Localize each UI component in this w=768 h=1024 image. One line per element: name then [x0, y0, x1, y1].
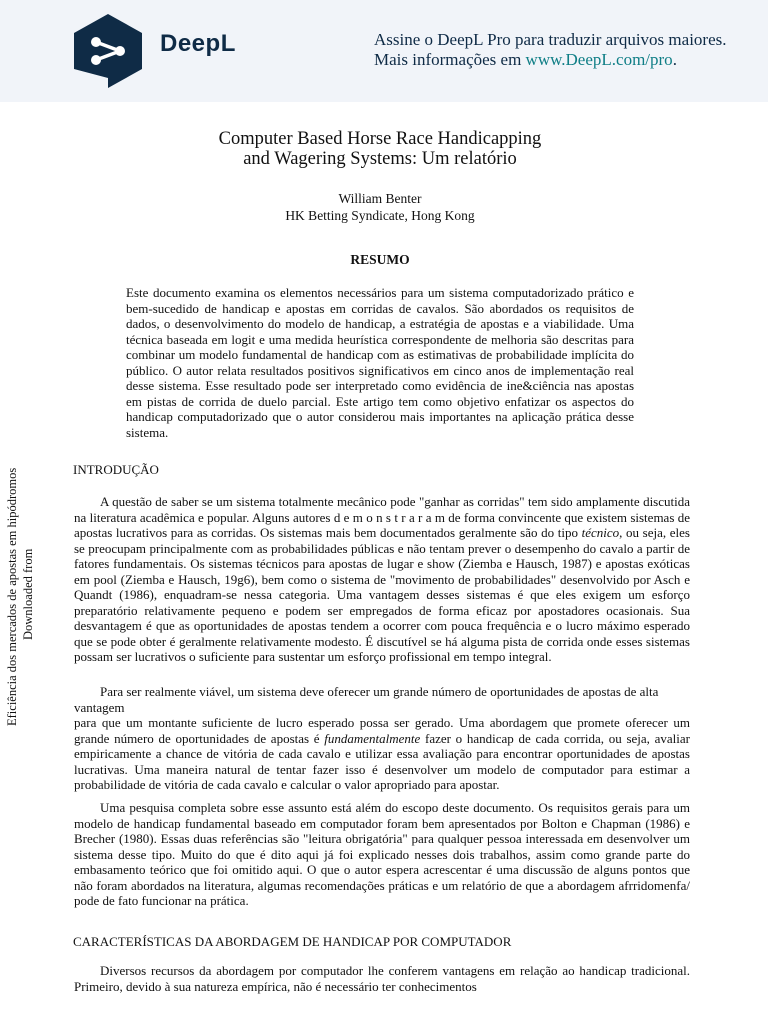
intro-paragraph-3: Uma pesquisa completa sobre esse assunto está além do escopo deste documento. Os requisitos gerais para um modelo de handicap fundamental baseado em computador foram bem apresentados por Bolton e Chapman (1986) e Brecher (1980). Essas duas referências são "leitura obrigatória" para qualquer pessoa interessada em desenvolver um sistema desse tipo. Muito do que é dito aqui já foi explicado nesses dois trabalhos, assim como grande parte do embasamento teórico que foi omitido aqui. O que o autor espera acrescentar é uma discussão de alguns pontos que não foram abordados na literatura, algumas recomendações práticas e um relatório de que a abordagem afrridomenfa/ pode de fato funcionar na prática.	[74, 800, 690, 908]
abstract-text: Este documento examina os elementos necessários para um sistema computadorizado prático e bem-sucedido de handicap e apostas em corridas de cavalos. São abordados os requisitos de dados, o desenvolvimento do modelo de handicap, a estratégia de apostas e a viabilidade. Uma técnica baseada em logit e uma medida heurística correspondente de melhoria são descritas para combinar um modelo fundamental de handicap com as estimativas de probabilidade implícita do público. O autor relata resultados positivos significativos em cinco anos de implementação real desse sistema. Esse resultado pode ser interpretado como evidência de ine&ciência nas apostas em pistas de corrida de duelo parcial. Este artigo tem como objetivo enfatizar os aspectos do handicap computadorizado que o autor considerou mais importantes na aplicação prática desse sistema.	[126, 285, 634, 440]
deepl-banner	[0, 0, 768, 102]
promo-text	[374, 30, 768, 70]
section-2-paragraph-1: Diversos recursos da abordagem por computador lhe conferem vantagens em relação ao handicap tradicional. Primeiro, devido à sua natureza empírica, não é necessário ter conhecimentos	[74, 963, 690, 994]
deepl-pro-link[interactable]: www.DeepL.com/pro	[525, 50, 673, 69]
intro-paragraph-2: para que um montante suficiente de lucro esperado possa ser gerado. Uma abordagem que promete oferecer um grande número de oportunidades de apostas é fundamentalmente fazer o handicap de cada corrida, ou seja, avaliar empiricamente a chance de vitória de cada cavalo e utilizar essa avaliação para encontrar oportunidades de apostas lucrativas. Uma maneira natural de tentar fazer isso é desenvolver um modelo de computador para estimar a probabilidade de vitória de cada cavalo e calcular o valor apropriado para apostar.	[74, 715, 690, 792]
abstract-heading: RESUMO	[350, 252, 410, 267]
author-block	[0, 190, 760, 224]
intro-paragraph-2-head: Para ser realmente viável, um sistema deve oferecer um grande número de oportunidades de apostas de alta vantagem	[74, 684, 659, 715]
promo-line-2: Mais informações em www.DeepL.com/pro.	[374, 50, 677, 69]
promo-line-1: Assine o DeepL Pro para traduzir arquivos maiores.	[374, 30, 727, 49]
side-note-line-1: Eficiência dos mercados de apostas em hipódromos	[5, 467, 19, 726]
author-affiliation: HK Betting Syndicate, Hong Kong	[285, 208, 475, 223]
deepl-share-logo-icon[interactable]	[70, 12, 146, 90]
section-2-heading: CARACTERÍSTICAS DA ABORDAGEM DE HANDICAP POR COMPUTADOR	[73, 934, 512, 949]
intro-heading: INTRODUÇÃO	[73, 462, 159, 477]
side-note-line-2: Downloaded from	[21, 548, 35, 640]
paper-title: Computer Based Horse Race Handicapping and Wagering Systems: Um relatório	[218, 129, 542, 169]
author-name: William Benter	[338, 191, 422, 206]
side-margin-note	[4, 468, 36, 726]
deepl-brand-name[interactable]: DeepL	[160, 30, 236, 57]
intro-paragraph-1: A questão de saber se um sistema totalmente mecânico pode "ganhar as corridas" tem sido amplamente discutida na literatura acadêmica e popular. Alguns autores d e m o n s t r a r a m de forma convincente que existem sistemas de apostas lucrativos para as corridas. Os sistemas mais bem documentados geralmente são do tipo técnico, ou seja, eles se preocupam principalmente com as probabilidades públicas e não tentam prever o desempenho do cavalo a partir de fatores fundamentais. Os sistemas técnicos para apostas de lugar e show (Ziemba e Hausch, 1987) e apostas exóticas em pool (Ziemba e Hausch, 19g6), bem como o sistema de "movimento de probabilidades" desenvolvido por Asch e Quandt (1986), enquadram-se nessa categoria. Uma vantagem desses sistemas é que eles exigem um esforço preparatório relativamente pequeno e podem ser empregados de forma eficaz por apostadores ocasionais. Sua desvantagem é que as oportunidades de apostas tendem a ocorrer com pouca frequência e o lucro máximo esperado que se pode obter é geralmente relativamente modesto. É discutível se há alguma pista de corrida onde esses sistemas possam ser lucrativos o suficiente para sustentar um esforço profissional em tempo integral.	[74, 494, 690, 664]
